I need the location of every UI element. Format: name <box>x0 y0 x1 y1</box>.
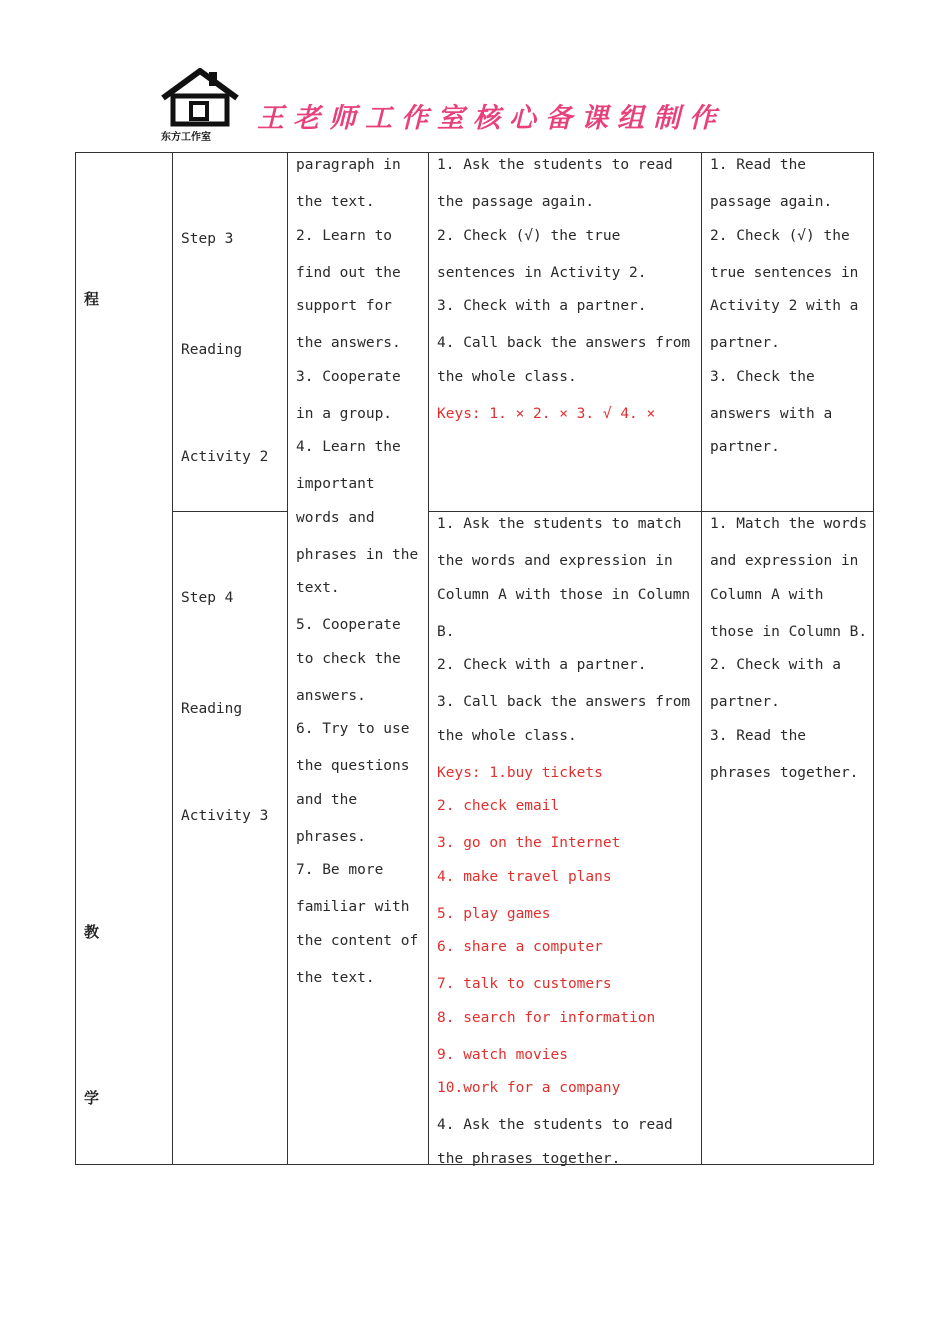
text-line: in a group. <box>296 405 393 422</box>
answer-key-line: 5. play games <box>437 905 551 922</box>
text-line: 3. Cooperate <box>296 368 401 385</box>
teacher-activity-cell <box>437 511 690 1183</box>
text-line: phrases together. <box>710 764 859 781</box>
step-line: Activity 2 <box>181 449 269 465</box>
text-line: sentences in Activity 2. <box>437 264 647 281</box>
text-line: words and <box>296 509 375 526</box>
text-line: passage again. <box>710 194 833 210</box>
answer-key-line: Keys: 1. × 2. × 3. √ 4. × <box>437 405 656 422</box>
answer-key-line: 2. check email <box>437 798 560 814</box>
text-line: to check the <box>296 650 401 667</box>
text-line: 2. Check with a partner. <box>437 657 647 673</box>
answer-key-line: Keys: 1.buy tickets <box>437 764 603 781</box>
text-line: 7. Be more <box>296 862 384 878</box>
text-line: partner. <box>710 335 780 351</box>
logo-caption: 东方工作室 <box>161 132 211 143</box>
text-line: and expression in <box>710 553 859 569</box>
answer-key-line: 7. talk to customers <box>437 976 612 992</box>
text-line: phrases in the <box>296 546 419 563</box>
text-line: answers with a <box>710 405 833 422</box>
text-line: true sentences in <box>710 264 859 281</box>
text-line: 3. Check with a partner. <box>437 298 647 314</box>
text-line: 2. Learn to <box>296 227 393 244</box>
text-line: 6. Try to use <box>296 721 410 737</box>
side-label: 学 <box>84 1089 100 1107</box>
brand-title: 王老师工作室核心备课组制作 <box>257 103 725 134</box>
text-line: Activity 2 with a <box>710 298 859 314</box>
text-line: 2. Check (√) the true <box>437 227 621 244</box>
text-line: 4. Call back the answers from <box>437 335 691 351</box>
text-line: the answers. <box>296 335 401 351</box>
step-line: Reading <box>181 342 243 358</box>
column-divider <box>287 152 288 1165</box>
text-line: the content of <box>296 932 419 949</box>
student-activity-cell <box>710 511 867 793</box>
step-line: Reading <box>181 701 243 717</box>
text-line: the words and expression in <box>437 553 673 569</box>
text-line: text. <box>296 580 340 596</box>
text-line: paragraph in <box>296 157 401 173</box>
table-border-right <box>873 152 874 1165</box>
step-line: Step 3 <box>181 231 234 247</box>
text-line: 3. Read the <box>710 727 807 744</box>
text-line: phrases. <box>296 828 366 845</box>
text-line: B. <box>437 623 455 640</box>
text-line: familiar with <box>296 899 410 915</box>
step-line: Activity 3 <box>181 808 269 824</box>
table-border-left <box>75 152 76 1165</box>
text-line: 1. Match the words <box>710 516 868 532</box>
text-line: the text. <box>296 969 375 986</box>
side-label: 程 <box>84 290 100 308</box>
step-line: Step 4 <box>181 590 234 606</box>
text-line: 3. Check the <box>710 368 815 385</box>
text-line: those in Column B. <box>710 623 868 640</box>
answer-key-line: 4. make travel plans <box>437 868 612 885</box>
side-label: 教 <box>84 923 100 941</box>
house-icon <box>157 66 243 130</box>
text-line: 3. Call back the answers from <box>437 694 691 710</box>
answer-key-line: 9. watch movies <box>437 1046 568 1063</box>
text-line: 4. Learn the <box>296 439 401 455</box>
text-line: the whole class. <box>437 368 577 385</box>
teacher-activity-cell <box>437 152 690 434</box>
text-line: the passage again. <box>437 194 595 210</box>
text-line: find out the <box>296 264 401 281</box>
text-line: important <box>296 476 375 492</box>
student-activity-cell <box>710 152 858 471</box>
text-line: 1. Ask the students to match <box>437 516 682 532</box>
text-line: support for <box>296 298 393 314</box>
text-line: 2. Check with a <box>710 657 841 673</box>
text-line: 4. Ask the students to read <box>437 1117 673 1133</box>
text-line: partner. <box>710 439 780 455</box>
text-line: the text. <box>296 194 375 210</box>
text-line: 1. Ask the students to read <box>437 157 673 173</box>
text-line: partner. <box>710 694 780 710</box>
text-line: 2. Check (√) the <box>710 227 850 244</box>
column-divider <box>428 152 429 1165</box>
text-line: the phrases together. <box>437 1150 621 1167</box>
step-cell <box>181 152 268 515</box>
text-line: 5. Cooperate <box>296 617 401 633</box>
text-line: answers. <box>296 687 366 704</box>
page-header <box>157 66 807 144</box>
answer-key-line: 10.work for a company <box>437 1080 621 1096</box>
text-line: Column A with <box>710 586 824 603</box>
answer-key-line: 6. share a computer <box>437 939 603 955</box>
text-line: the questions <box>296 758 410 774</box>
text-line: the whole class. <box>437 727 577 744</box>
answer-key-line: 8. search for information <box>437 1009 656 1026</box>
column-divider <box>172 152 173 1165</box>
step-cell <box>181 511 268 874</box>
house-logo <box>157 66 243 144</box>
text-line: Column A with those in Column <box>437 586 691 603</box>
text-line: and the <box>296 791 358 808</box>
text-line: 1. Read the <box>710 157 807 173</box>
column-divider <box>701 152 702 1165</box>
answer-key-line: 3. go on the Internet <box>437 835 621 851</box>
purpose-cell <box>296 152 418 998</box>
